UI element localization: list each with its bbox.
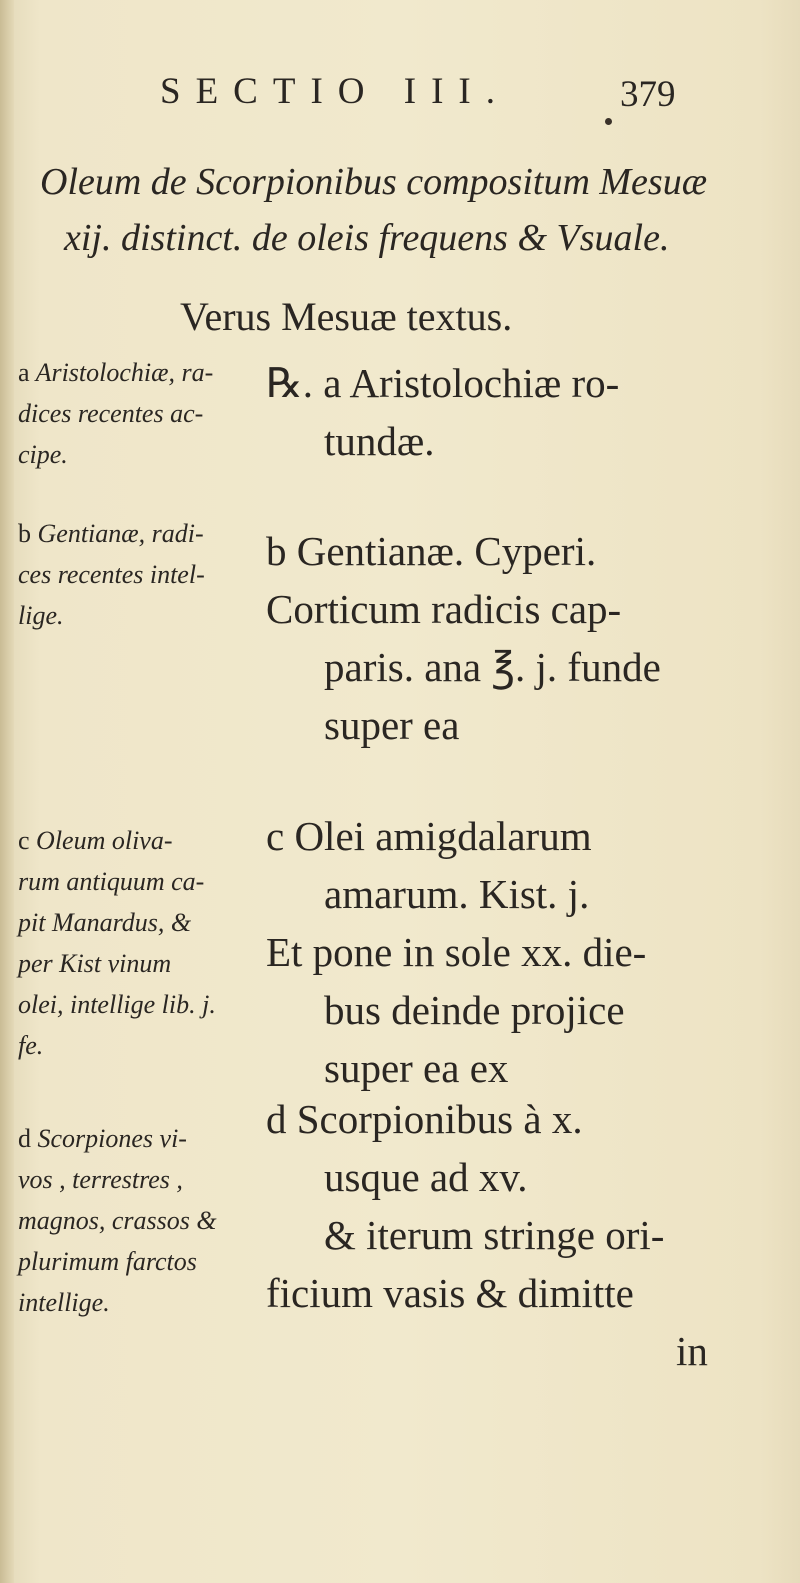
main-text-d [266,1090,786,1380]
main-text-c [266,807,786,1097]
note-line: d Scorpiones vi- [18,1124,187,1153]
text-line: & iterum stringe ori- [324,1212,665,1258]
page-gutter [0,0,14,1583]
note-line: b Gentianæ, radi- [18,519,204,548]
title-line-1: Oleum de Scorpionibus compositum Mesuæ [40,161,708,203]
main-text-b [266,522,786,754]
note-line: dices recentes ac- [18,399,204,428]
note-line: rum antiquum ca- [18,867,205,896]
note-line: per Kist vinum [18,949,172,978]
note-marker: d [18,1124,31,1153]
text-line: ficium vasis & dimitte [266,1270,634,1316]
title-line-2: xij. distinct. de oleis frequens & Vsuale. [64,217,670,259]
text-line: c Olei amigdalarum [266,813,592,859]
running-head: SECTIO III. [160,71,510,112]
note-line: intellige. [18,1288,110,1317]
note-marker: b [18,519,31,548]
text-line: bus deinde projice [324,987,625,1033]
margin-note-a [18,352,268,475]
text-line: paris. ana ℥. j. funde [324,644,661,690]
text-line: in [676,1328,708,1374]
text-line: Corticum radicis cap- [266,586,622,632]
note-line: ces recentes intel- [18,560,205,589]
ornament-dot [605,118,612,125]
note-line: plurimum farctos [18,1247,197,1276]
margin-note-d [18,1118,268,1323]
note-line: vos , terrestres , [18,1165,183,1194]
note-line: fe. [18,1031,44,1060]
margin-note-c [18,820,268,1066]
text-line: super ea ex [324,1045,509,1091]
text-line: usque ad xv. [324,1154,528,1200]
page-number: 379 [620,74,676,115]
note-line: cipe. [18,440,68,469]
text-line: super ea [324,702,460,748]
note-marker: c [18,826,30,855]
note-line: a Aristolochiæ, ra- [18,358,214,387]
note-marker: a [18,358,30,387]
main-text-a [266,354,786,470]
margin-note-b [18,513,268,636]
note-line: pit Manardus, & [18,908,192,937]
note-line: magnos, crassos & [18,1206,217,1235]
note-line: olei, intellige lib. j. [18,990,216,1019]
text-line: d Scorpionibus à x. [266,1096,583,1142]
text-line: amarum. Kist. j. [324,871,590,917]
note-line: c Oleum oliva- [18,826,173,855]
text-line: Et pone in sole xx. die- [266,929,647,975]
text-line: tundæ. [324,418,435,464]
text-line: ℞. a Aristolochiæ ro- [266,360,620,406]
text-line: b Gentianæ. Cyperi. [266,528,597,574]
subtitle: Verus Mesuæ textus. [180,294,513,339]
note-line: lige. [18,601,64,630]
